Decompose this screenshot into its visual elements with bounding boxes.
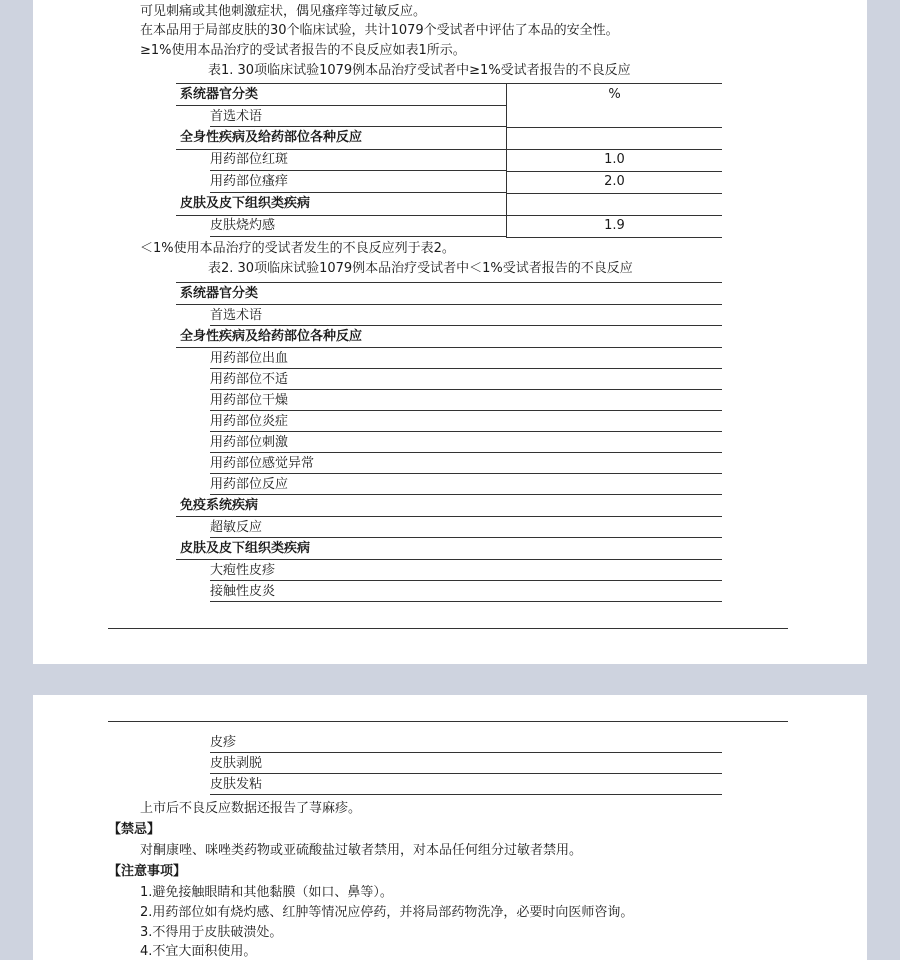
contraindications-text: 对酮康唑、咪唑类药物或亚硫酸盐过敏者禁用，对本品任何组分过敏者禁用。 [140,843,583,858]
table1-body [176,127,722,237]
table-row [176,390,722,411]
value-cell: 2.0 [507,171,723,193]
table2-continued [176,732,722,795]
category-cell: 免疫系统疾病 [176,495,722,517]
term-cell: 接触性皮炎 [176,581,722,602]
category-cell: 全身性疾病及给药部位各种反应 [176,127,507,149]
term-cell: 用药部位干燥 [176,390,722,411]
term-cell: 大疱性皮疹 [176,560,722,582]
table-row [176,171,722,193]
intro-line-1: 可见刺痛或其他刺激症状，偶见瘙痒等过敏反应。 [140,4,427,19]
table2-subheader: 首选术语 [176,305,722,327]
category-cell: 皮肤及皮下组织类疾病 [176,193,507,215]
table1 [176,83,722,238]
table2-header-col1: 系统器官分类 [176,283,722,305]
term-cell: 超敏反应 [176,517,722,539]
term-cell: 皮肤发粘 [176,774,722,795]
term-cell: 用药部位反应 [176,474,722,495]
table-row [176,193,722,215]
table-row [176,560,722,582]
document-page-2 [33,695,867,960]
table1-header-col1: 系统器官分类 [176,84,507,106]
page2-header-rule [108,721,788,722]
table-row [176,774,722,795]
post-market-text: 上市后不良反应数据还报告了荨麻疹。 [140,801,362,816]
table-row [176,538,722,560]
term-cell: 用药部位瘙痒 [176,171,507,193]
term-cell: 用药部位红斑 [176,149,507,171]
term-cell: 用药部位出血 [176,348,722,370]
category-cell: 皮肤及皮下组织类疾病 [176,538,722,560]
term-cell: 皮疹 [176,732,722,753]
table-row [176,215,722,237]
value-cell: 1.0 [507,149,723,171]
table-row [176,732,722,753]
table-row [176,127,722,149]
table1-subheader-row [176,106,722,128]
value-cell [507,193,723,215]
term-cell: 用药部位感觉异常 [176,453,722,474]
table-row [176,474,722,495]
table-row [176,581,722,602]
table2 [176,282,722,602]
table-row [176,326,722,348]
table2-body [176,326,722,602]
mid-line: ＜1%使用本品治疗的受试者发生的不良反应列于表2。 [140,241,455,256]
intro-line-3: ≥1%使用本品治疗的受试者报告的不良反应如表1所示。 [140,43,466,58]
precaution-item-2: 2.用药部位如有烧灼感、红肿等情况应停药，并将局部药物洗净，必要时向医师咨询。 [140,905,634,920]
table-row [176,348,722,370]
table-row [176,411,722,432]
precaution-item-1: 1.避免接触眼睛和其他黏膜（如口、鼻等）。 [140,885,393,900]
term-cell: 用药部位不适 [176,369,722,390]
table1-subheader: 首选术语 [176,106,507,128]
table1-caption: 表1. 30项临床试验1079例本品治疗受试者中≥1%受试者报告的不良反应 [208,63,631,78]
precaution-item-4: 4.不宜大面积使用。 [140,944,257,959]
intro-line-2: 在本品用于局部皮肤的30个临床试验，共计1079个受试者中评估了本品的安全性。 [140,23,619,38]
table1-header-col2: % [507,84,723,106]
term-cell: 用药部位刺激 [176,432,722,453]
table-row [176,369,722,390]
precautions-heading: 【注意事项】 [108,864,187,879]
document-page-1 [33,0,867,664]
value-cell [507,127,723,149]
contraindications-heading: 【禁忌】 [108,822,161,837]
term-cell: 皮肤烧灼感 [176,215,507,237]
term-cell: 用药部位炎症 [176,411,722,432]
table-row [176,432,722,453]
table2-subheader-row [176,305,722,327]
value-cell: 1.9 [507,215,723,237]
table2-caption: 表2. 30项临床试验1079例本品治疗受试者中＜1%受试者报告的不良反应 [208,261,633,276]
table-row [176,149,722,171]
term-cell: 皮肤剥脱 [176,753,722,774]
table2-continued-body [176,732,722,795]
table-row [176,453,722,474]
category-cell: 全身性疾病及给药部位各种反应 [176,326,722,348]
table2-header-row [176,283,722,305]
table-row [176,753,722,774]
table1-header-row [176,84,722,106]
table-row [176,495,722,517]
page1-footer-rule [108,628,788,629]
precaution-item-3: 3.不得用于皮肤破溃处。 [140,925,283,940]
table-row [176,517,722,539]
